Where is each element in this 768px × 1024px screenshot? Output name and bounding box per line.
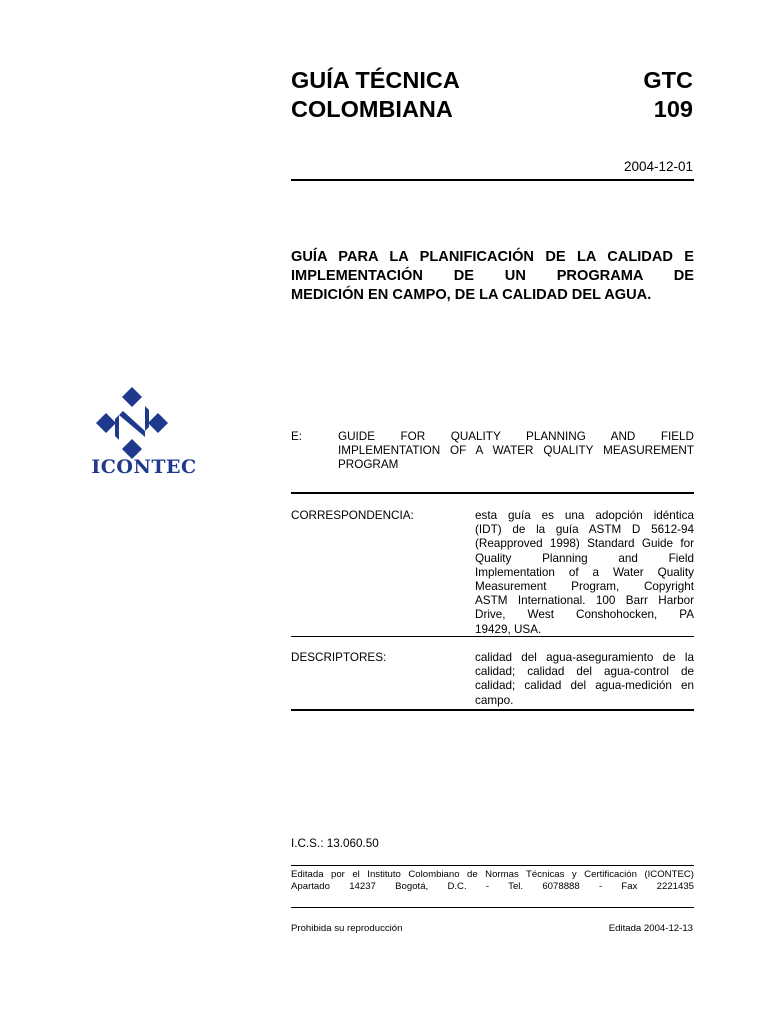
code-line: GTC xyxy=(643,67,693,93)
title-line: COLOMBIANA xyxy=(291,96,453,122)
correspondencia-text xyxy=(475,509,694,637)
reproduction-notice: Prohibida su reproducción xyxy=(291,923,403,934)
descriptores-line: campo. xyxy=(475,693,514,707)
correspondencia-line: Implementation of a Water Quality xyxy=(475,565,694,579)
descriptores-label: DESCRIPTORES: xyxy=(291,651,387,664)
english-title-line: PROGRAM xyxy=(338,458,399,472)
descriptores-line: calidad del agua-aseguramiento de la xyxy=(475,651,694,664)
correspondencia-label: CORRESPONDENCIA: xyxy=(291,509,414,522)
ics-code: I.C.S.: 13.060.50 xyxy=(291,837,379,850)
icontec-logo-text: ICONTEC xyxy=(91,456,197,478)
title-line: GUÍA TÉCNICA xyxy=(291,67,460,93)
english-title xyxy=(338,430,694,473)
divider xyxy=(291,907,694,908)
descriptores-line: calidad; calidad del agua-medición en xyxy=(475,679,694,693)
divider xyxy=(291,709,694,711)
divider xyxy=(291,865,694,866)
publisher-line: Editada por el Instituto Colombiano de Normas Técnicas y Certificación (ICONTEC) xyxy=(291,869,694,880)
correspondencia-line: (IDT) de la guía ASTM D 5612-94 xyxy=(475,523,694,537)
divider xyxy=(291,179,694,181)
english-title-line: IMPLEMENTATION OF A WATER QUALITY MEASUREMENT xyxy=(338,444,694,458)
divider xyxy=(291,636,694,637)
main-title-line: GUÍA PARA LA PLANIFICACIÓN DE LA CALIDAD E xyxy=(291,249,694,265)
correspondencia-line: Measurement Program, Copyright xyxy=(475,580,694,594)
main-title-line: IMPLEMENTACIÓN DE UN PROGRAMA DE xyxy=(291,268,694,284)
edition-date: Editada 2004-12-13 xyxy=(608,923,693,934)
correspondencia-line: 19429, USA. xyxy=(475,622,542,636)
correspondencia-line: esta guía es una adopción idéntica xyxy=(475,509,694,522)
main-title-line: MEDICIÓN EN CAMPO, DE LA CALIDAD DEL AGUA. xyxy=(291,287,652,303)
code-line: 109 xyxy=(653,96,693,122)
correspondencia-line: Quality Planning and Field xyxy=(475,551,694,565)
document-code xyxy=(643,66,693,124)
english-label: E: xyxy=(291,430,303,443)
document-type-title xyxy=(291,66,460,124)
divider xyxy=(291,492,694,494)
descriptores-text xyxy=(475,651,694,708)
english-title-line: GUIDE FOR QUALITY PLANNING AND FIELD xyxy=(338,430,694,443)
publisher-info xyxy=(291,869,694,893)
publisher-line: Apartado 14237 Bogotá, D.C. - Tel. 6078888 - Fax 2221435 xyxy=(291,881,694,892)
correspondencia-line: (Reapproved 1998) Standard Guide for xyxy=(475,537,694,551)
publication-date: 2004-12-01 xyxy=(623,159,693,174)
correspondencia-line: ASTM International. 100 Barr Harbor xyxy=(475,594,694,608)
correspondencia-line: Drive, West Conshohocken, PA xyxy=(475,608,694,622)
main-title xyxy=(291,248,694,305)
descriptores-line: calidad; calidad del agua-control de xyxy=(475,665,694,679)
